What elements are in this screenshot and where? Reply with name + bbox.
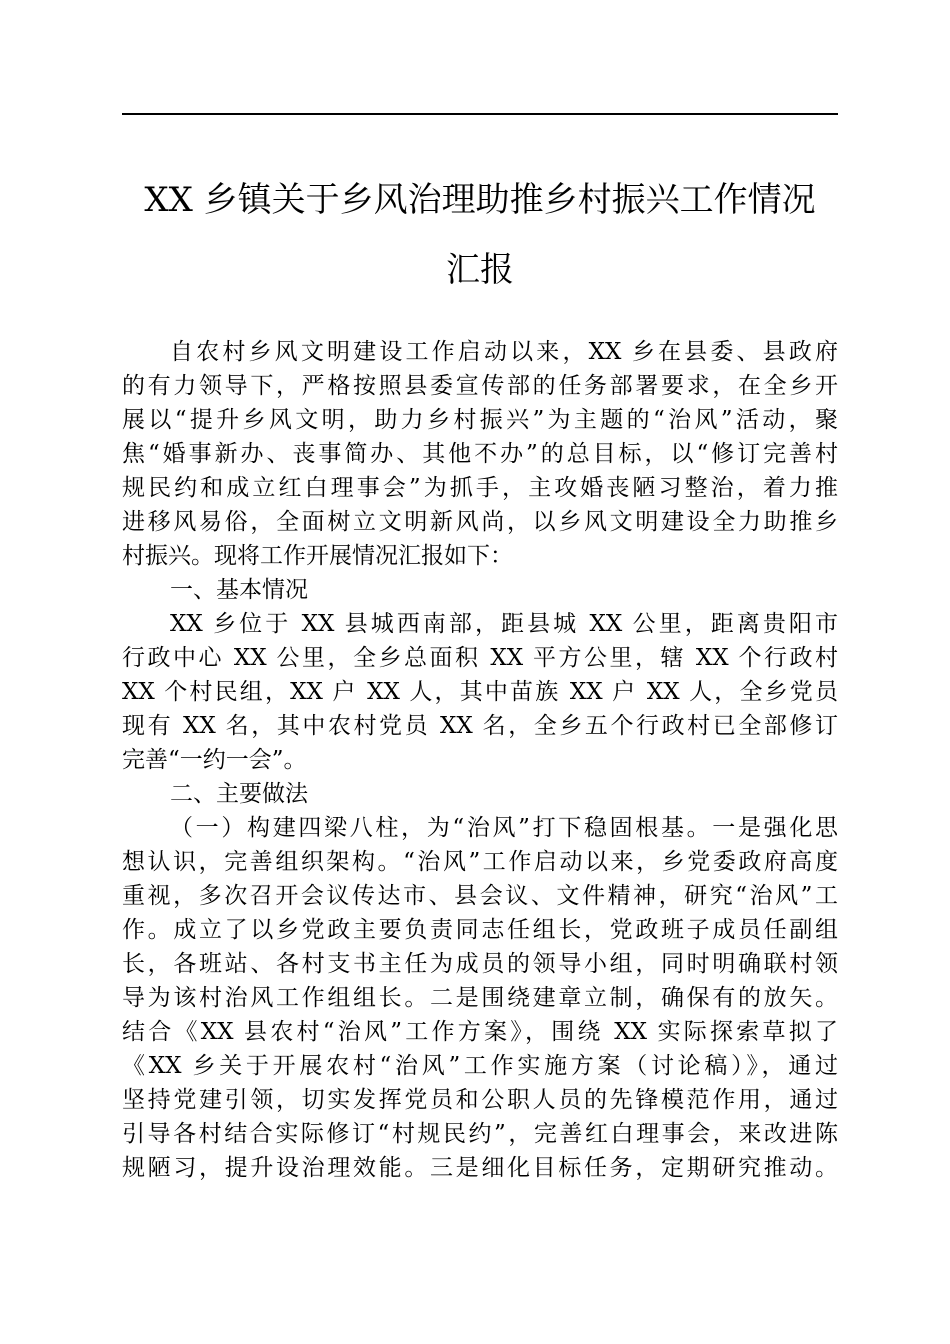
body-text-line: XX 乡位于 XX 县城西南部，距县城 XX 公里，距离贵阳市 <box>170 611 838 637</box>
body-text-line: 结合《XX 县农村“治风”工作方案》，围绕 XX 实际探索草拟了 <box>122 1019 838 1045</box>
body-text-line: XX 个村民组，XX 户 XX 人，其中苗族 XX 户 XX 人，全乡党员 <box>122 679 838 705</box>
body-text-line: 展以“提升乡风文明，助力乡村振兴”为主题的“治风”活动，聚 <box>122 407 838 433</box>
body-text-line: 焦“婚事新办、丧事简办、其他不办”的总目标，以“修订完善村 <box>122 441 838 467</box>
document-title-line-1: XX 乡镇关于乡风治理助推乡村振兴工作情况 <box>144 180 816 220</box>
body-text-line: 坚持党建引领，切实发挥党员和公职人员的先锋模范作用，通过 <box>122 1087 838 1113</box>
body-text-line: 导为该村治风工作组组长。二是围绕建章立制，确保有的放矢。 <box>122 985 838 1011</box>
body-text-line: 规陋习，提升设治理效能。三是细化目标任务，定期研究推动。 <box>122 1155 838 1181</box>
body-text-line: （一）构建四梁八柱，为“治风”打下稳固根基。一是强化思 <box>170 815 838 841</box>
body-text-line: 想认识，完善组织架构。“治风”工作启动以来，乡党委政府高度 <box>122 849 838 875</box>
body-text-line: 作。成立了以乡党政主要负责同志任组长，党政班子成员任副组 <box>122 917 838 943</box>
document-title-line-2: 汇报 <box>446 250 514 290</box>
body-text-line: 重视，多次召开会议传达市、县会议、文件精神，研究“治风”工 <box>122 883 838 909</box>
body-text-line: 行政中心 XX 公里，全乡总面积 XX 平方公里，辖 XX 个行政村 <box>122 645 838 671</box>
body-text-line: 现有 XX 名，其中农村党员 XX 名，全乡五个行政村已全部修订 <box>122 713 838 739</box>
body-text-line: 《XX 乡关于开展农村“治风”工作实施方案（讨论稿）》，通过 <box>122 1053 838 1079</box>
body-text-line: 的有力领导下，严格按照县委宣传部的任务部署要求，在全乡开 <box>122 373 838 399</box>
body-text-line: 长，各班站、各村支书主任为成员的领导小组，同时明确联村领 <box>122 951 838 977</box>
document-body <box>122 335 838 1185</box>
body-text-line: 规民约和成立红白理事会”为抓手，主攻婚丧陋习整治，着力推 <box>122 475 838 501</box>
body-text-line: 一、基本情况 <box>170 577 308 603</box>
body-text-line: 进移风易俗，全面树立文明新风尚，以乡风文明建设全力助推乡 <box>122 509 838 535</box>
body-text-line: 完善“一约一会”。 <box>122 747 307 773</box>
body-text-line: 二、主要做法 <box>170 781 308 807</box>
header-rule <box>122 113 838 115</box>
body-text-line: 引导各村结合实际修订“村规民约”，完善红白理事会，来改进陈 <box>122 1121 838 1147</box>
body-text-line: 村振兴。现将工作开展情况汇报如下： <box>122 543 513 569</box>
body-text-line: 自农村乡风文明建设工作启动以来，XX 乡在县委、县政府 <box>170 339 838 365</box>
